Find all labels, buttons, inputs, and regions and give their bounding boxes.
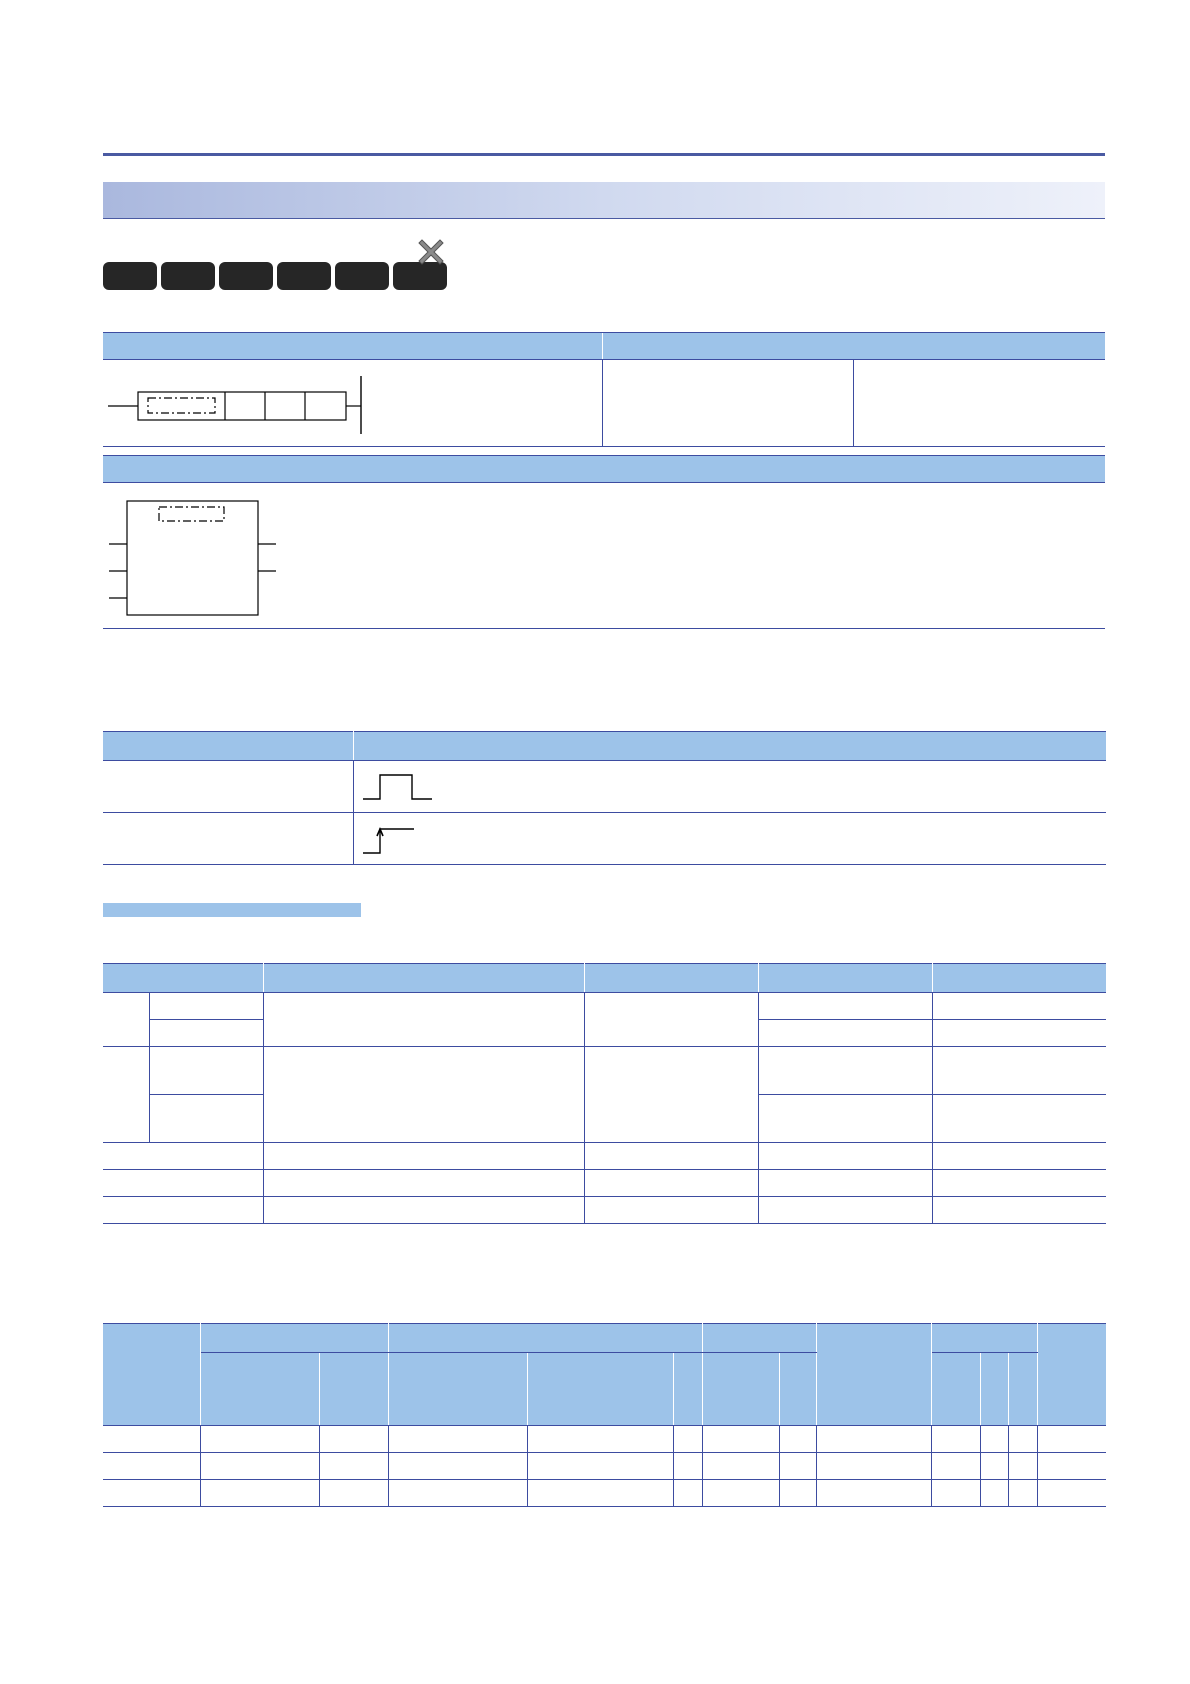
exec-header-cell (353, 732, 1106, 761)
exec-row-label (103, 761, 353, 813)
device-subheader-cell (200, 1353, 319, 1426)
setting-cell (149, 1047, 263, 1095)
device-cell (1008, 1426, 1037, 1453)
device-cell (702, 1426, 779, 1453)
device-cell (200, 1426, 319, 1453)
device-cell (319, 1453, 388, 1480)
device-subheader-cell (980, 1353, 1008, 1426)
device-cell (388, 1426, 527, 1453)
device-cell (388, 1480, 527, 1507)
device-cell (779, 1453, 816, 1480)
setting-cell (149, 993, 263, 1020)
device-cell (200, 1453, 319, 1480)
setting-cell (103, 1197, 263, 1224)
setting-cell (263, 1047, 584, 1143)
exec-row-symbol-cell (353, 813, 1106, 865)
ladder-divider (853, 360, 854, 446)
on-execution-icon (360, 767, 440, 807)
device-subheader-cell (319, 1353, 388, 1426)
setting-cell (758, 1143, 932, 1170)
cpu-badge (335, 262, 389, 290)
device-cell (673, 1453, 702, 1480)
setting-cell (932, 1197, 1106, 1224)
setting-cell (584, 1170, 758, 1197)
device-cell (527, 1453, 673, 1480)
setting-cell (758, 1095, 932, 1143)
exec-header-cell (103, 732, 353, 761)
rising-edge-icon (360, 819, 440, 859)
applicable-devices-table (103, 1323, 1106, 1507)
exec-row-symbol-cell (353, 761, 1106, 813)
setting-cell (263, 1170, 584, 1197)
setting-cell (584, 1047, 758, 1143)
setting-cell (103, 1143, 263, 1170)
execution-condition-table (103, 731, 1106, 865)
setting-cell (263, 1197, 584, 1224)
device-cell (527, 1480, 673, 1507)
device-header-cell (931, 1324, 1037, 1353)
setting-cell (149, 1020, 263, 1047)
device-cell (779, 1480, 816, 1507)
device-cell (980, 1426, 1008, 1453)
setting-cell (149, 1095, 263, 1143)
setting-cell (932, 1047, 1106, 1095)
setting-header-cell (103, 964, 263, 993)
device-cell (1037, 1480, 1106, 1507)
device-cell (103, 1426, 200, 1453)
device-subheader-cell (388, 1353, 527, 1426)
setting-cell (758, 1197, 932, 1224)
setting-cell (932, 1143, 1106, 1170)
device-cell (702, 1453, 779, 1480)
device-header-cell (200, 1324, 388, 1353)
device-header-cell (103, 1324, 200, 1426)
setting-cell (758, 1047, 932, 1095)
ladder-bottom-rule (103, 446, 1105, 447)
setting-header-cell (584, 964, 758, 993)
device-cell (816, 1426, 931, 1453)
setting-cell (758, 1020, 932, 1047)
device-cell (200, 1480, 319, 1507)
device-subheader-cell (673, 1353, 702, 1426)
device-header-cell (816, 1324, 931, 1426)
instruction-title-bar (103, 182, 1105, 218)
ladder-divider (602, 360, 603, 446)
setting-cell (758, 1170, 932, 1197)
fbd-bottom-rule (103, 628, 1105, 629)
setting-cell (103, 1047, 149, 1143)
setting-header-cell (758, 964, 932, 993)
device-cell (816, 1453, 931, 1480)
device-subheader-cell (1008, 1353, 1037, 1426)
device-cell (319, 1426, 388, 1453)
setting-cell (103, 1170, 263, 1197)
cpu-badge (103, 262, 157, 290)
setting-cell (584, 993, 758, 1047)
setting-header-cell (263, 964, 584, 993)
ladder-diagram (103, 372, 373, 436)
device-cell (702, 1480, 779, 1507)
device-cell (1037, 1453, 1106, 1480)
device-cell (388, 1453, 527, 1480)
cpu-badge (393, 262, 447, 290)
setting-cell (932, 993, 1106, 1020)
device-header-cell (702, 1324, 816, 1353)
device-cell (103, 1453, 200, 1480)
device-subheader-cell (702, 1353, 779, 1426)
device-cell (527, 1426, 673, 1453)
device-cell (1008, 1453, 1037, 1480)
setting-cell (263, 993, 584, 1047)
ladder-header (103, 332, 1105, 360)
setting-cell (584, 1197, 758, 1224)
device-cell (1037, 1426, 1106, 1453)
device-cell (779, 1426, 816, 1453)
setting-cell (263, 1143, 584, 1170)
setting-data-subheading-bar (103, 903, 361, 917)
device-cell (931, 1480, 980, 1507)
exec-row-label (103, 813, 353, 865)
device-cell (980, 1453, 1008, 1480)
fbd-header (103, 455, 1105, 483)
setting-data-table (103, 963, 1106, 1224)
fbd-diagram (103, 495, 283, 620)
device-cell (816, 1480, 931, 1507)
device-cell (319, 1480, 388, 1507)
device-subheader-cell (931, 1353, 980, 1426)
setting-cell (103, 993, 149, 1047)
setting-header-cell (932, 964, 1106, 993)
device-cell (673, 1480, 702, 1507)
device-cell (931, 1453, 980, 1480)
device-subheader-cell (779, 1353, 816, 1426)
device-cell (103, 1480, 200, 1507)
device-cell (673, 1426, 702, 1453)
setting-cell (932, 1170, 1106, 1197)
setting-cell (932, 1020, 1106, 1047)
title-rule (103, 218, 1105, 219)
cross-icon (416, 236, 446, 266)
device-cell (931, 1426, 980, 1453)
device-cell (980, 1480, 1008, 1507)
top-rule (103, 153, 1105, 156)
device-subheader-cell (527, 1353, 673, 1426)
device-header-cell (1037, 1324, 1106, 1426)
cpu-badge (219, 262, 273, 290)
cpu-badge (277, 262, 331, 290)
device-header-cell (388, 1324, 702, 1353)
setting-cell (758, 993, 932, 1020)
cpu-badge (161, 262, 215, 290)
setting-cell (584, 1143, 758, 1170)
device-cell (1008, 1480, 1037, 1507)
setting-cell (932, 1095, 1106, 1143)
